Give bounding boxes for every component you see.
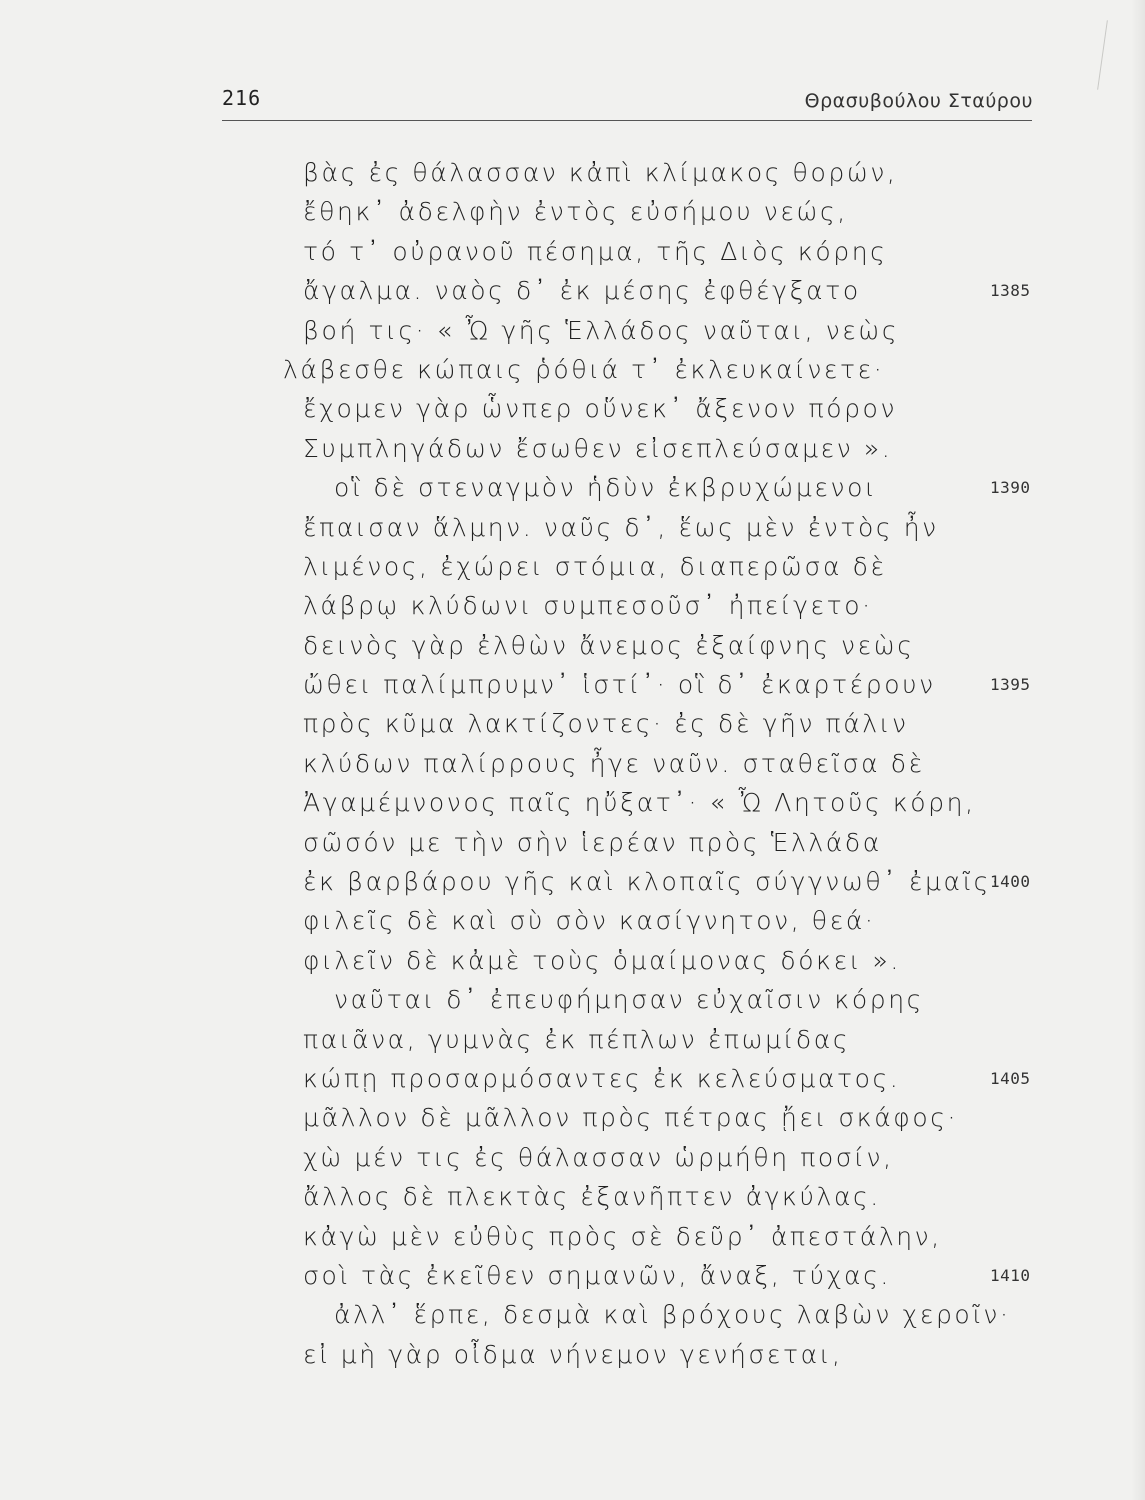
verse-text: μᾶλλον δὲ μᾶλλον πρὸς πέτρας ᾔει σκάφος· <box>303 1103 959 1133</box>
verse-text: ἐκ βαρβάρου γῆς καὶ κλοπαῖς σύγγνωθ᾽ ἐμαῖς· <box>303 867 1002 897</box>
page-edge-shadow <box>1131 0 1145 1500</box>
verse-line <box>288 429 1048 468</box>
verse-line <box>288 468 1048 507</box>
verse-line <box>288 862 1048 901</box>
verse-text: σοὶ τὰς ἐκεῖθεν σημανῶν, ἄναξ, τύχας. <box>303 1260 891 1290</box>
verse-line <box>288 980 1048 1019</box>
verse-line <box>288 1177 1048 1216</box>
verse-line <box>288 941 1048 980</box>
verse-line <box>288 547 1048 586</box>
line-number: 1385 <box>990 281 1031 301</box>
verse-line <box>288 192 1048 231</box>
verse-text: παιᾶνα, γυμνὰς ἐκ πέπλων ἐπωμίδας <box>303 1024 851 1054</box>
verse-text: ἄγαλμα. ναὸς δ᾽ ἐκ μέσης ἐφθέγξατο <box>303 276 861 306</box>
verse-text: φιλεῖν δὲ κἀμὲ τοὺς ὁμαίμονας δόκει ». <box>303 945 901 975</box>
verse-text: ἔθηκ᾽ ἀδελφὴν ἐντὸς εὐσήμου νεώς, <box>303 197 848 227</box>
verse-text: Συμπληγάδων ἔσωθεν εἰσεπλεύσαμεν ». <box>303 433 893 463</box>
verse-text: σῶσόν με τὴν σὴν ἱερέαν πρὸς Ἑλλάδα <box>303 827 882 857</box>
verse-line <box>288 1098 1048 1137</box>
verse-line <box>288 1059 1048 1098</box>
verse-line <box>288 901 1048 940</box>
verse-text: χὼ μέν τις ἐς θάλασσαν ὡρμήθη ποσίν, <box>303 1142 894 1172</box>
verse-line <box>288 311 1048 350</box>
verse-line <box>288 153 1048 192</box>
verse-text: κἀγὼ μὲν εὐθὺς πρὸς σὲ δεῦρ᾽ ἀπεστάλην, <box>303 1221 942 1251</box>
verse-block <box>283 153 1048 1374</box>
verse-text: Ἀγαμέμνονος παῖς ηὔξατ᾽· « Ὦ Λητοῦς κόρη, <box>303 788 976 818</box>
verse-text: λάβεσθε κώπαις ῥόθιά τ᾽ ἐκλευκαίνετε· <box>283 354 885 384</box>
verse-line <box>288 271 1048 310</box>
verse-text: βοή τις· « Ὦ γῆς Ἑλλάδος ναῦται, νεὼς <box>303 315 900 345</box>
verse-text: τό τ᾽ οὐρανοῦ πέσημα, τῆς Διὸς κόρης <box>303 236 888 266</box>
verse-line <box>288 1335 1048 1374</box>
line-number: 1395 <box>990 675 1031 695</box>
verse-line <box>288 1256 1048 1295</box>
verse-text: ναῦται δ᾽ ἐπευφήμησαν εὐχαῖσιν κόρης <box>334 985 924 1015</box>
verse-text: φιλεῖς δὲ καὶ σὺ σὸν κασίγνητον, θεά· <box>303 906 876 936</box>
verse-text: δεινὸς γὰρ ἐλθὼν ἄνεμος ἐξαίφνης νεὼς <box>303 630 915 660</box>
verse-line <box>288 232 1048 271</box>
verse-line <box>288 704 1048 743</box>
verse-text: ἄλλος δὲ πλεκτὰς ἐξανῆπτεν ἀγκύλας. <box>303 1182 881 1212</box>
verse-line <box>288 1295 1048 1334</box>
verse-text: εἰ μὴ γὰρ οἶδμα νήνεμον γενήσεται, <box>303 1339 843 1369</box>
line-number: 1410 <box>990 1265 1031 1285</box>
verse-text: βὰς ἐς θάλασσαν κἀπὶ κλίμακος θορών, <box>303 158 898 187</box>
verse-text: οἳ δὲ στεναγμὸν ἡδὺν ἐκβρυχώμενοι <box>334 473 878 503</box>
verse-text: κλύδων παλίρρους ἦγε ναῦν. σταθεῖσα δὲ <box>303 748 925 778</box>
verse-line <box>288 1020 1048 1059</box>
running-head: Θρασυβούλου Σταύρου <box>804 90 1033 112</box>
verse-line <box>283 350 1048 389</box>
verse-line <box>288 586 1048 625</box>
verse-text: λάβρῳ κλύδωνι συμπεσοῦσ᾽ ἠπείγετο· <box>303 591 873 621</box>
verse-line <box>288 823 1048 862</box>
line-number: 1400 <box>990 872 1031 892</box>
page-number: 216 <box>222 86 262 110</box>
verse-line <box>288 744 1048 783</box>
verse-line <box>288 626 1048 665</box>
line-number: 1405 <box>990 1068 1031 1088</box>
line-number: 1390 <box>990 478 1031 498</box>
verse-line <box>288 389 1048 428</box>
header-rule <box>222 120 1032 121</box>
verse-text: λιμένος, ἐχώρει στόμια, διαπερῶσα δὲ <box>303 551 887 581</box>
verse-text: πρὸς κῦμα λακτίζοντες· ἐς δὲ γῆν πάλιν <box>303 709 909 739</box>
verse-text: ἔπαισαν ἅλμην. ναῦς δ᾽, ἕως μὲν ἐντὸς ἦν <box>303 512 939 542</box>
verse-line <box>288 1138 1048 1177</box>
verse-text: κώπῃ προσαρμόσαντες ἐκ κελεύσματος. <box>303 1063 901 1093</box>
verse-line <box>288 665 1048 704</box>
pencil-mark <box>1097 20 1108 89</box>
verse-text: ἔχομεν γὰρ ὧνπερ οὕνεκ᾽ ἄξενον πόρον <box>303 394 898 424</box>
verse-line <box>288 1217 1048 1256</box>
verse-line <box>288 783 1048 822</box>
verse-text: ἀλλ᾽ ἕρπε, δεσμὰ καὶ βρόχους λαβὼν χεροῖν· <box>334 1300 1011 1330</box>
verse-line <box>288 508 1048 547</box>
verse-text: ὤθει παλίμπρυμν᾽ ἱστί᾽· οἳ δ᾽ ἐκαρτέρουν <box>303 670 936 700</box>
